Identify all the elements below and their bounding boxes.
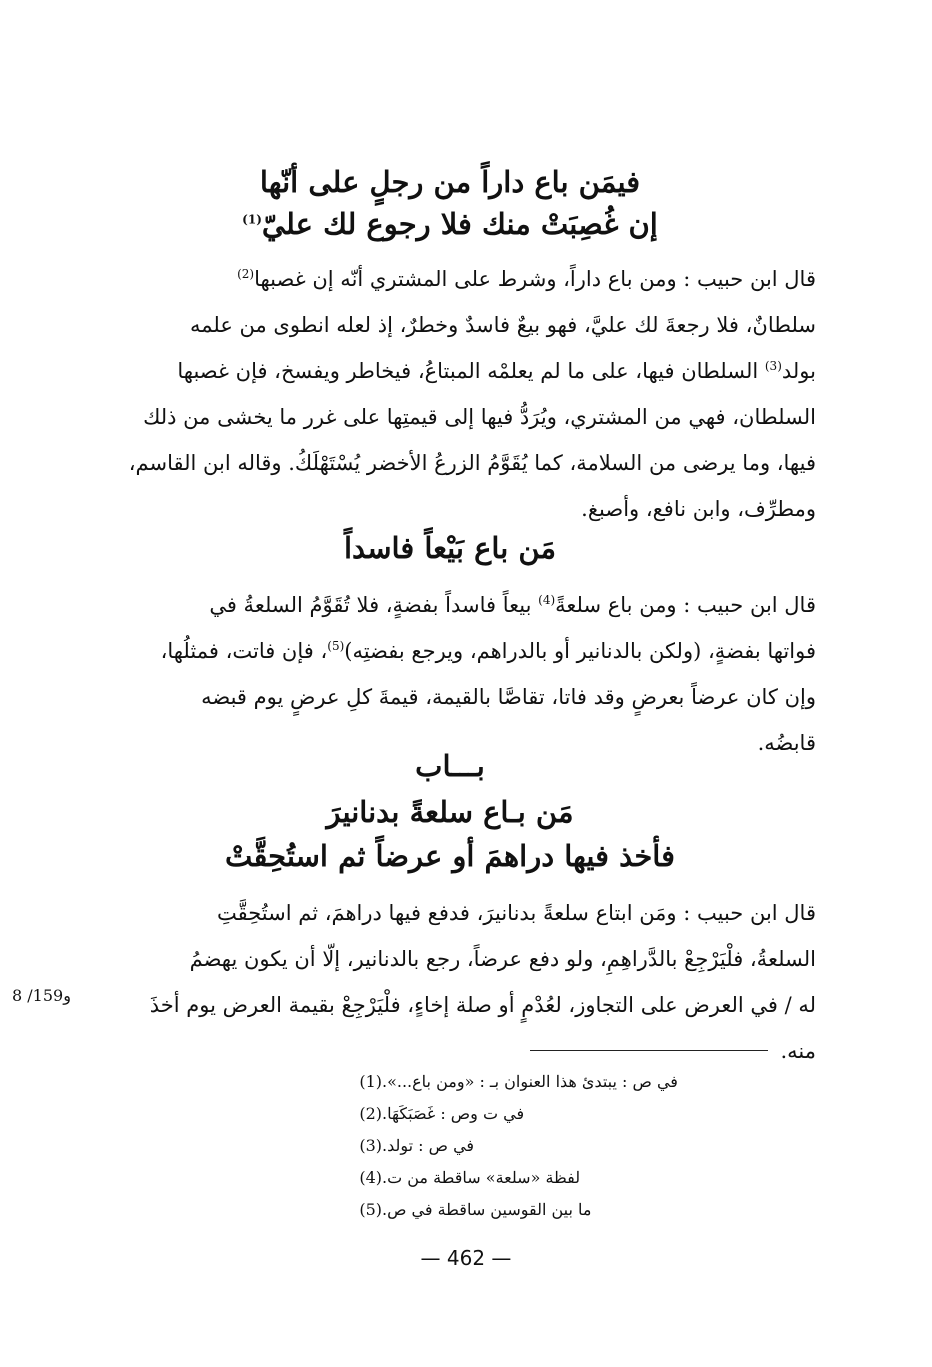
paragraph-line: قابضُه. [757,731,816,755]
line-text: السلطان فيها، على ما لم يعلمْه المبتاعُ، فيخاطر ويفسخ، فإن غصبها [177,359,765,383]
footnote-text: ما بين القوسين ساقطة في ص. [382,1200,592,1219]
manuscript-folio-note: 8 /159و [12,986,71,1005]
heading-text: إن غُصِبَتْ منك فلا رجوع لك عليّ [261,207,658,241]
footnote [320,1066,775,1098]
paragraph-line: فيها، وما يرضى من السلامة، كما يُقَوَّمُ الزرعُ الأخضر يُسْتَهْلَكُ. وقاله ابن القاسم، [128,451,816,475]
paragraph-line: وإن كان عرضاً بعرضٍ وقد فاتا، تقاصَّا بالقيمة، قيمةَ كلِ عرضٍ يوم قبضه [201,685,816,709]
paragraph-line [104,348,816,394]
section-heading-3-line-1: مَن بـاع سلعةً بدنانيرَ [326,795,574,829]
chapter-label: بـــاب [415,749,485,783]
section-heading-2: مَن باع بَيْعاً فاسداً [343,531,557,565]
footnote-text: في ص : تولد. [382,1136,475,1155]
paragraph-line [104,628,816,674]
paragraph-line: له / في العرض على التجاوز، لعُدْمٍ أو صلة إخاءٍ، فلْيَرْجِعْ بقيمة العرض يوم أخذَ [149,993,816,1017]
footnote-divider [530,1050,768,1051]
paragraph-3 [104,890,816,1074]
paragraph-line [104,582,816,628]
footnote-number: (5) [359,1200,382,1219]
footnote-number: (2) [359,1104,382,1123]
footnote-number: (1) [359,1072,382,1091]
line-text: قال ابن حبيب : ومن باع سلعةً [555,593,816,617]
paragraph-line [104,256,816,302]
paragraph-line: ومطرِّف، وابن نافع، وأصبغ. [581,497,816,521]
footnote [320,1098,775,1130]
footnote [320,1130,775,1162]
paragraph-2 [104,582,816,766]
footnote-number: (4) [359,1168,382,1187]
footnote-ref-2: (2) [237,267,255,281]
paragraph-line: منه. [780,1039,816,1063]
line-text: فواتها بفضةٍ، (ولكن بالدنانير أو بالدراهم، ويرجع بفضتِه) [344,639,816,663]
page-number: — 462 — [420,1246,512,1270]
footnote-ref-1: (1) [242,212,262,227]
section-heading-1-line-1: فيمَن باع داراً من رجلٍ على أنّها [259,165,641,199]
footnote-number: (3) [359,1136,382,1155]
footnote-ref-5: (5) [327,639,345,653]
footnote [320,1162,775,1194]
paragraph-line: قال ابن حبيب : ومَن ابتاع سلعةً بدنانيرَ، فدفع فيها دراهمَ، ثم استُحِقَّتِ [216,901,816,925]
footnote [320,1194,775,1226]
footnote-ref-4: (4) [538,593,556,607]
footnote-text: في ت وص : غَصَبَكَهَا. [382,1104,525,1123]
paragraph-1 [104,256,816,532]
section-heading-3-line-2: فأخذ فيها دراهمَ أو عرضاً ثم استُحِقَّتْ [225,839,675,873]
line-text: ، فإن فاتت، فمثلُها، [160,639,328,663]
paragraph-line: سلطانٌ، فلا رجعةَ لك عليَّ، فهو بيعٌ فاسدٌ وخطرٌ، إذ لعله انطوى من علمه [189,313,816,337]
paragraph-line: السلعةُ، فلْيَرْجِعْ بالدَّراهِمِ، ولو دفع عرضاً، رجع بالدنانير، إلّا أن يكون يهضمُ [189,947,816,971]
line-text: بولد [781,359,816,383]
footnote-text: لفظة «سلعة» ساقطة من ت. [382,1168,581,1187]
footnotes [320,1066,775,1226]
footnote-text: في ص : يبتدئ هذا العنوان بـ : «ومن باع...». [382,1072,678,1091]
footnote-ref-3: (3) [764,359,782,373]
line-text: قال ابن حبيب : ومن باع داراً، وشرط على المشتري أنّه إن غصبها [254,267,816,291]
paragraph-line: السلطان، فهي من المشتري، ويُرَدُّ فيها إلى قيمتِها على غرر ما يخشى من ذلك [143,405,816,429]
section-heading-1-line-2 [90,202,810,246]
line-text: بيعاً فاسداً بفضةٍ، فلا تُقَوَّمُ السلعةُ في [209,593,539,617]
